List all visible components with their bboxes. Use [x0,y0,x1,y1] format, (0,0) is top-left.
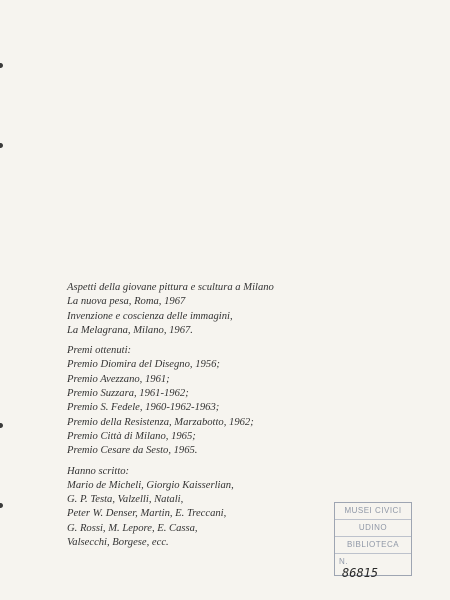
critics-heading: Hanno scritto: [67,465,130,477]
binding-hole-1 [0,63,3,68]
award-line: Premio Diomira del Disegno, 1956; [67,359,220,371]
binding-hole-2 [0,143,3,148]
exhibition-line: Aspetti della giovane pittura e scultura a Milano [67,282,274,293]
library-stamp [334,502,412,576]
exhibition-line: Invenzione e coscienza delle immagini, [67,310,233,322]
handwritten-shelfmark: 86815 [342,566,379,580]
stamp-line: UDINO [335,520,411,537]
award-line: Premio Avezzano, 1961; [67,373,170,385]
critic-line: G. P. Testa, Valzelli, Natali, [67,494,184,506]
exhibition-line: La Melagrana, Milano, 1967. [67,324,193,336]
biography-text [67,281,357,550]
award-line: Premio Città di Milano, 1965; [67,430,196,442]
awards-heading: Premi ottenuti: [67,345,132,357]
stamp-line: MUSEI CIVICI [335,503,411,520]
stamp-line: N. [339,557,348,566]
exhibition-line: La nuova pesa, Roma, 1967 [67,296,186,308]
stamp-line: BIBLIOTECA [335,537,411,554]
binding-hole-3 [0,423,3,428]
critic-line: G. Rossi, M. Lepore, E. Cassa, [67,522,198,534]
critic-line: Valsecchi, Borgese, ecc. [67,537,169,549]
award-line: Premio Suzzara, 1961-1962; [67,388,189,400]
critic-line: Peter W. Denser, Martin, E. Treccani, [67,508,227,520]
binding-hole-4 [0,503,3,508]
award-line: Premio della Resistenza, Marzabotto, 1962; [67,416,254,428]
award-line: Premio S. Fedele, 1960-1962-1963; [67,402,220,414]
critic-line: Mario de Micheli, Giorgio Kaisserlian, [67,479,234,491]
award-line: Premio Cesare da Sesto, 1965. [67,445,198,457]
